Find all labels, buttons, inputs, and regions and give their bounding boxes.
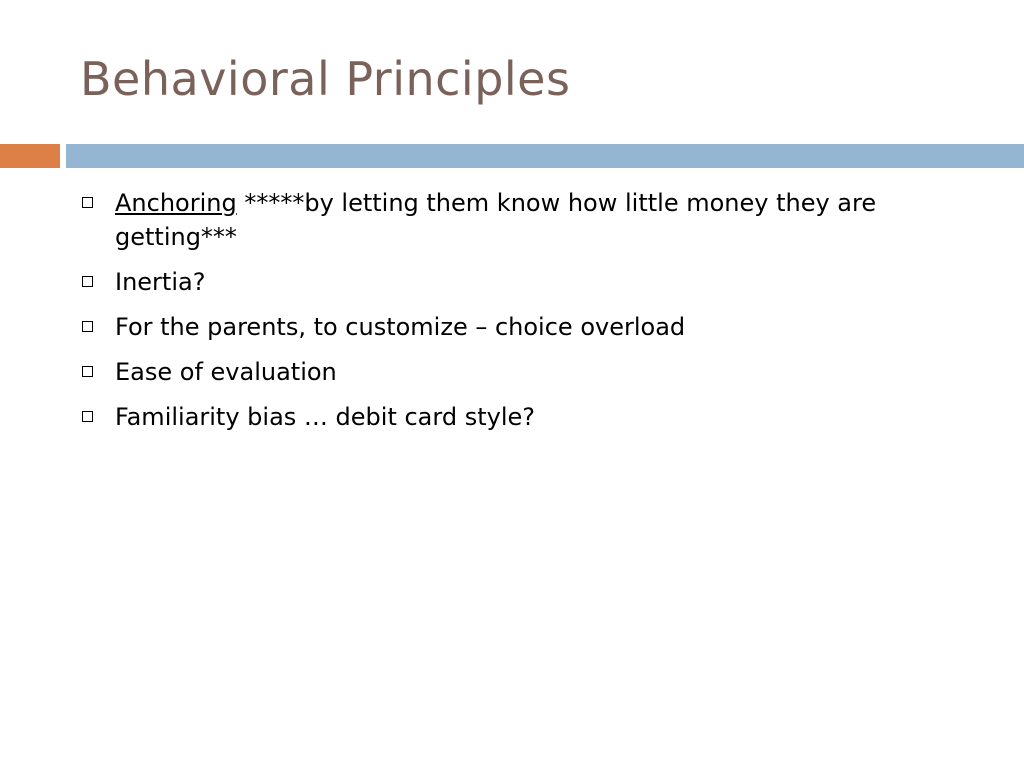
- bullet-item-ease-of-evaluation: [80, 355, 980, 389]
- square-bullet-icon: [82, 411, 93, 422]
- square-bullet-icon: [82, 321, 93, 332]
- square-bullet-icon: [82, 276, 93, 287]
- bullet-item-anchoring: [80, 186, 980, 254]
- bullet-list: [80, 186, 980, 445]
- square-bullet-icon: [82, 197, 93, 208]
- bullet-text: Inertia?: [115, 268, 206, 296]
- title-divider-bar: [66, 144, 1024, 168]
- square-bullet-icon: [82, 366, 93, 377]
- bullet-text: Familiarity bias … debit card style?: [115, 403, 535, 431]
- bullet-item-familiarity-bias: [80, 400, 980, 434]
- bullet-text: For the parents, to customize – choice overload: [115, 313, 686, 341]
- accent-bar: [0, 144, 60, 168]
- bullet-text: Ease of evaluation: [115, 358, 337, 386]
- bullet-item-choice-overload: [80, 310, 980, 344]
- slide-title: Behavioral Principles: [80, 52, 571, 106]
- bullet-item-inertia: [80, 265, 980, 299]
- bullet-underlined-term: Anchoring: [115, 189, 237, 217]
- bullet-text: *****by letting them know how little money they are getting***: [115, 189, 877, 251]
